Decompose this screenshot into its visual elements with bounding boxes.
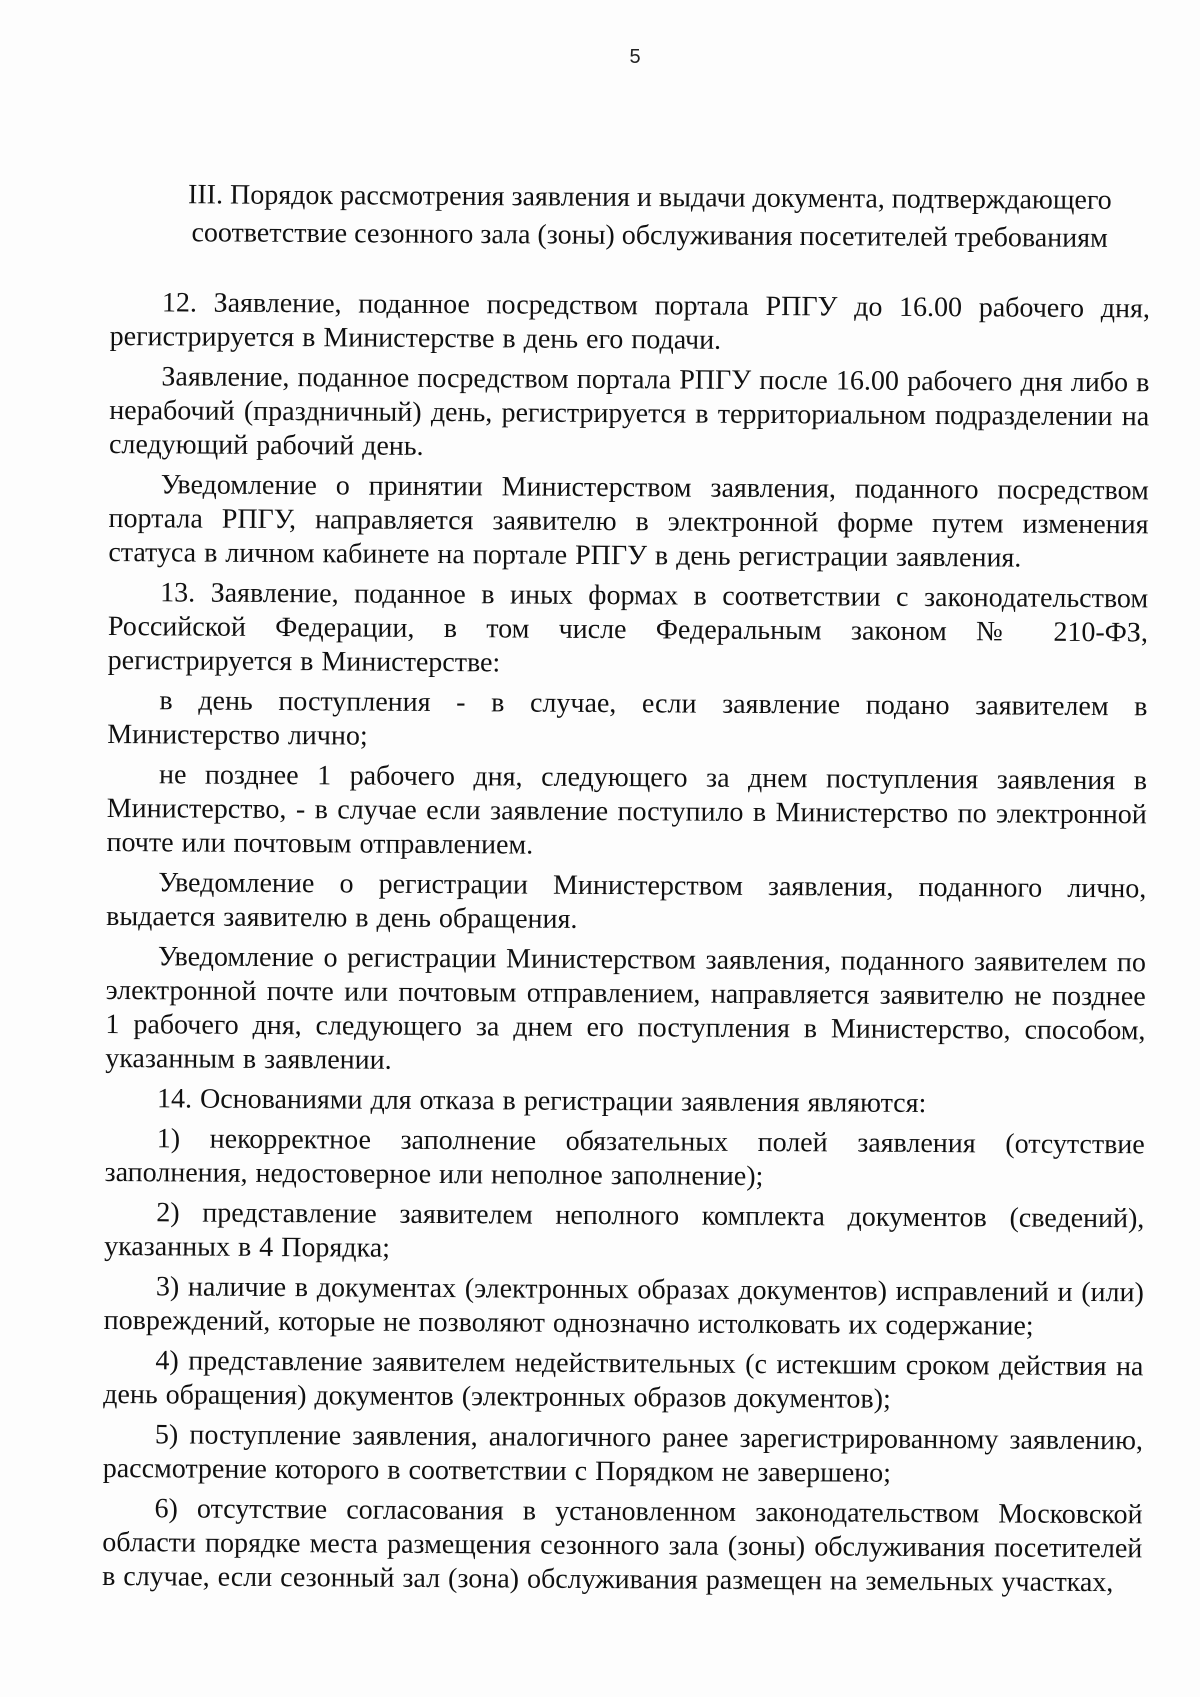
paragraph: 13. Заявление, поданное в иных формах в соответствии с законодательством Российской Федерации, в том числе Федеральным законом № 210-ФЗ, регистрируется в Министерстве: bbox=[107, 577, 1149, 679]
paragraph: Заявление, поданное посредством портала РПГУ после 16.00 рабочего дня либо в нерабочий (праздничный) день, регистрируется в территориальном подразделении на следующий рабочий день. bbox=[108, 361, 1150, 462]
paragraph: Уведомление о регистрации Министерством заявления, поданного заявителем по электронной почте или почтовым отправлением, направляется заявителю не позднее 1 рабочего дня, следующего за днем его поступления в Министерство, способом, указанным в заявлении. bbox=[105, 941, 1146, 1076]
document-body bbox=[102, 286, 1150, 1606]
paragraph: Уведомление о принятии Министерством заявления, поданного посредством портала РПГУ, направляется заявителю в электронной форме путем изменения статуса в личном кабинете на портале РПГУ в день регистрации заявления. bbox=[108, 469, 1149, 574]
paragraph: в день поступления - в случае, если заявление подано заявителем в Министерство лично; bbox=[107, 685, 1148, 752]
paragraph: Уведомление о регистрации Министерством заявления, поданного лично, выдается заявителю в день обращения. bbox=[106, 867, 1147, 935]
section-heading-line: III. Порядок рассмотрения заявления и выдачи документа, подтверждающего bbox=[187, 179, 1112, 216]
section-heading bbox=[150, 176, 1150, 258]
paragraph: не позднее 1 рабочего дня, следующего за днем поступления заявления в Министерство, - в случае если заявление поступило в Министерство по электронной почте или почтовым отправлением. bbox=[106, 759, 1148, 861]
list-item: 6) отсутствие согласования в установленном законодательством Московской области порядке места размещения сезонного зала (зоны) обслуживания посетителей в случае, если сезонный зал (зона) обслуживания размещен на земельных участках, bbox=[102, 1493, 1143, 1599]
list-item: 1) некорректное заполнение обязательных полей заявления (отсутствие заполнения, недостоверное или неполное заполнение); bbox=[104, 1123, 1145, 1193]
list-item: 2) представление заявителем неполного комплекта документов (сведений), указанных в 4 Порядка; bbox=[104, 1197, 1145, 1264]
paragraph: 14. Основаниями для отказа в регистрации заявления являются: bbox=[156, 1083, 927, 1120]
page-number: 5 bbox=[629, 46, 641, 68]
paragraph: 12. Заявление, поданное посредством портала РПГУ до 16.00 рабочего дня, регистрируется в Министерстве в день его подачи. bbox=[109, 287, 1150, 356]
list-item: 4) представление заявителем недействительных (с истекшим сроком действия на день обращения) документов (электронных образов документов); bbox=[103, 1345, 1144, 1415]
list-item: 3) наличие в документах (электронных образах документов) исправлений и (или) повреждений, которые не позволяют однозначно истолковать их содержание; bbox=[103, 1271, 1144, 1342]
section-heading-line: соответствие сезонного зала (зоны) обслуживания посетителей требованиям bbox=[191, 217, 1108, 254]
list-item: 5) поступление заявления, аналогичного ранее зарегистрированному заявлению, рассмотрение которого в соответствии с Порядком не завершено; bbox=[102, 1419, 1144, 1489]
